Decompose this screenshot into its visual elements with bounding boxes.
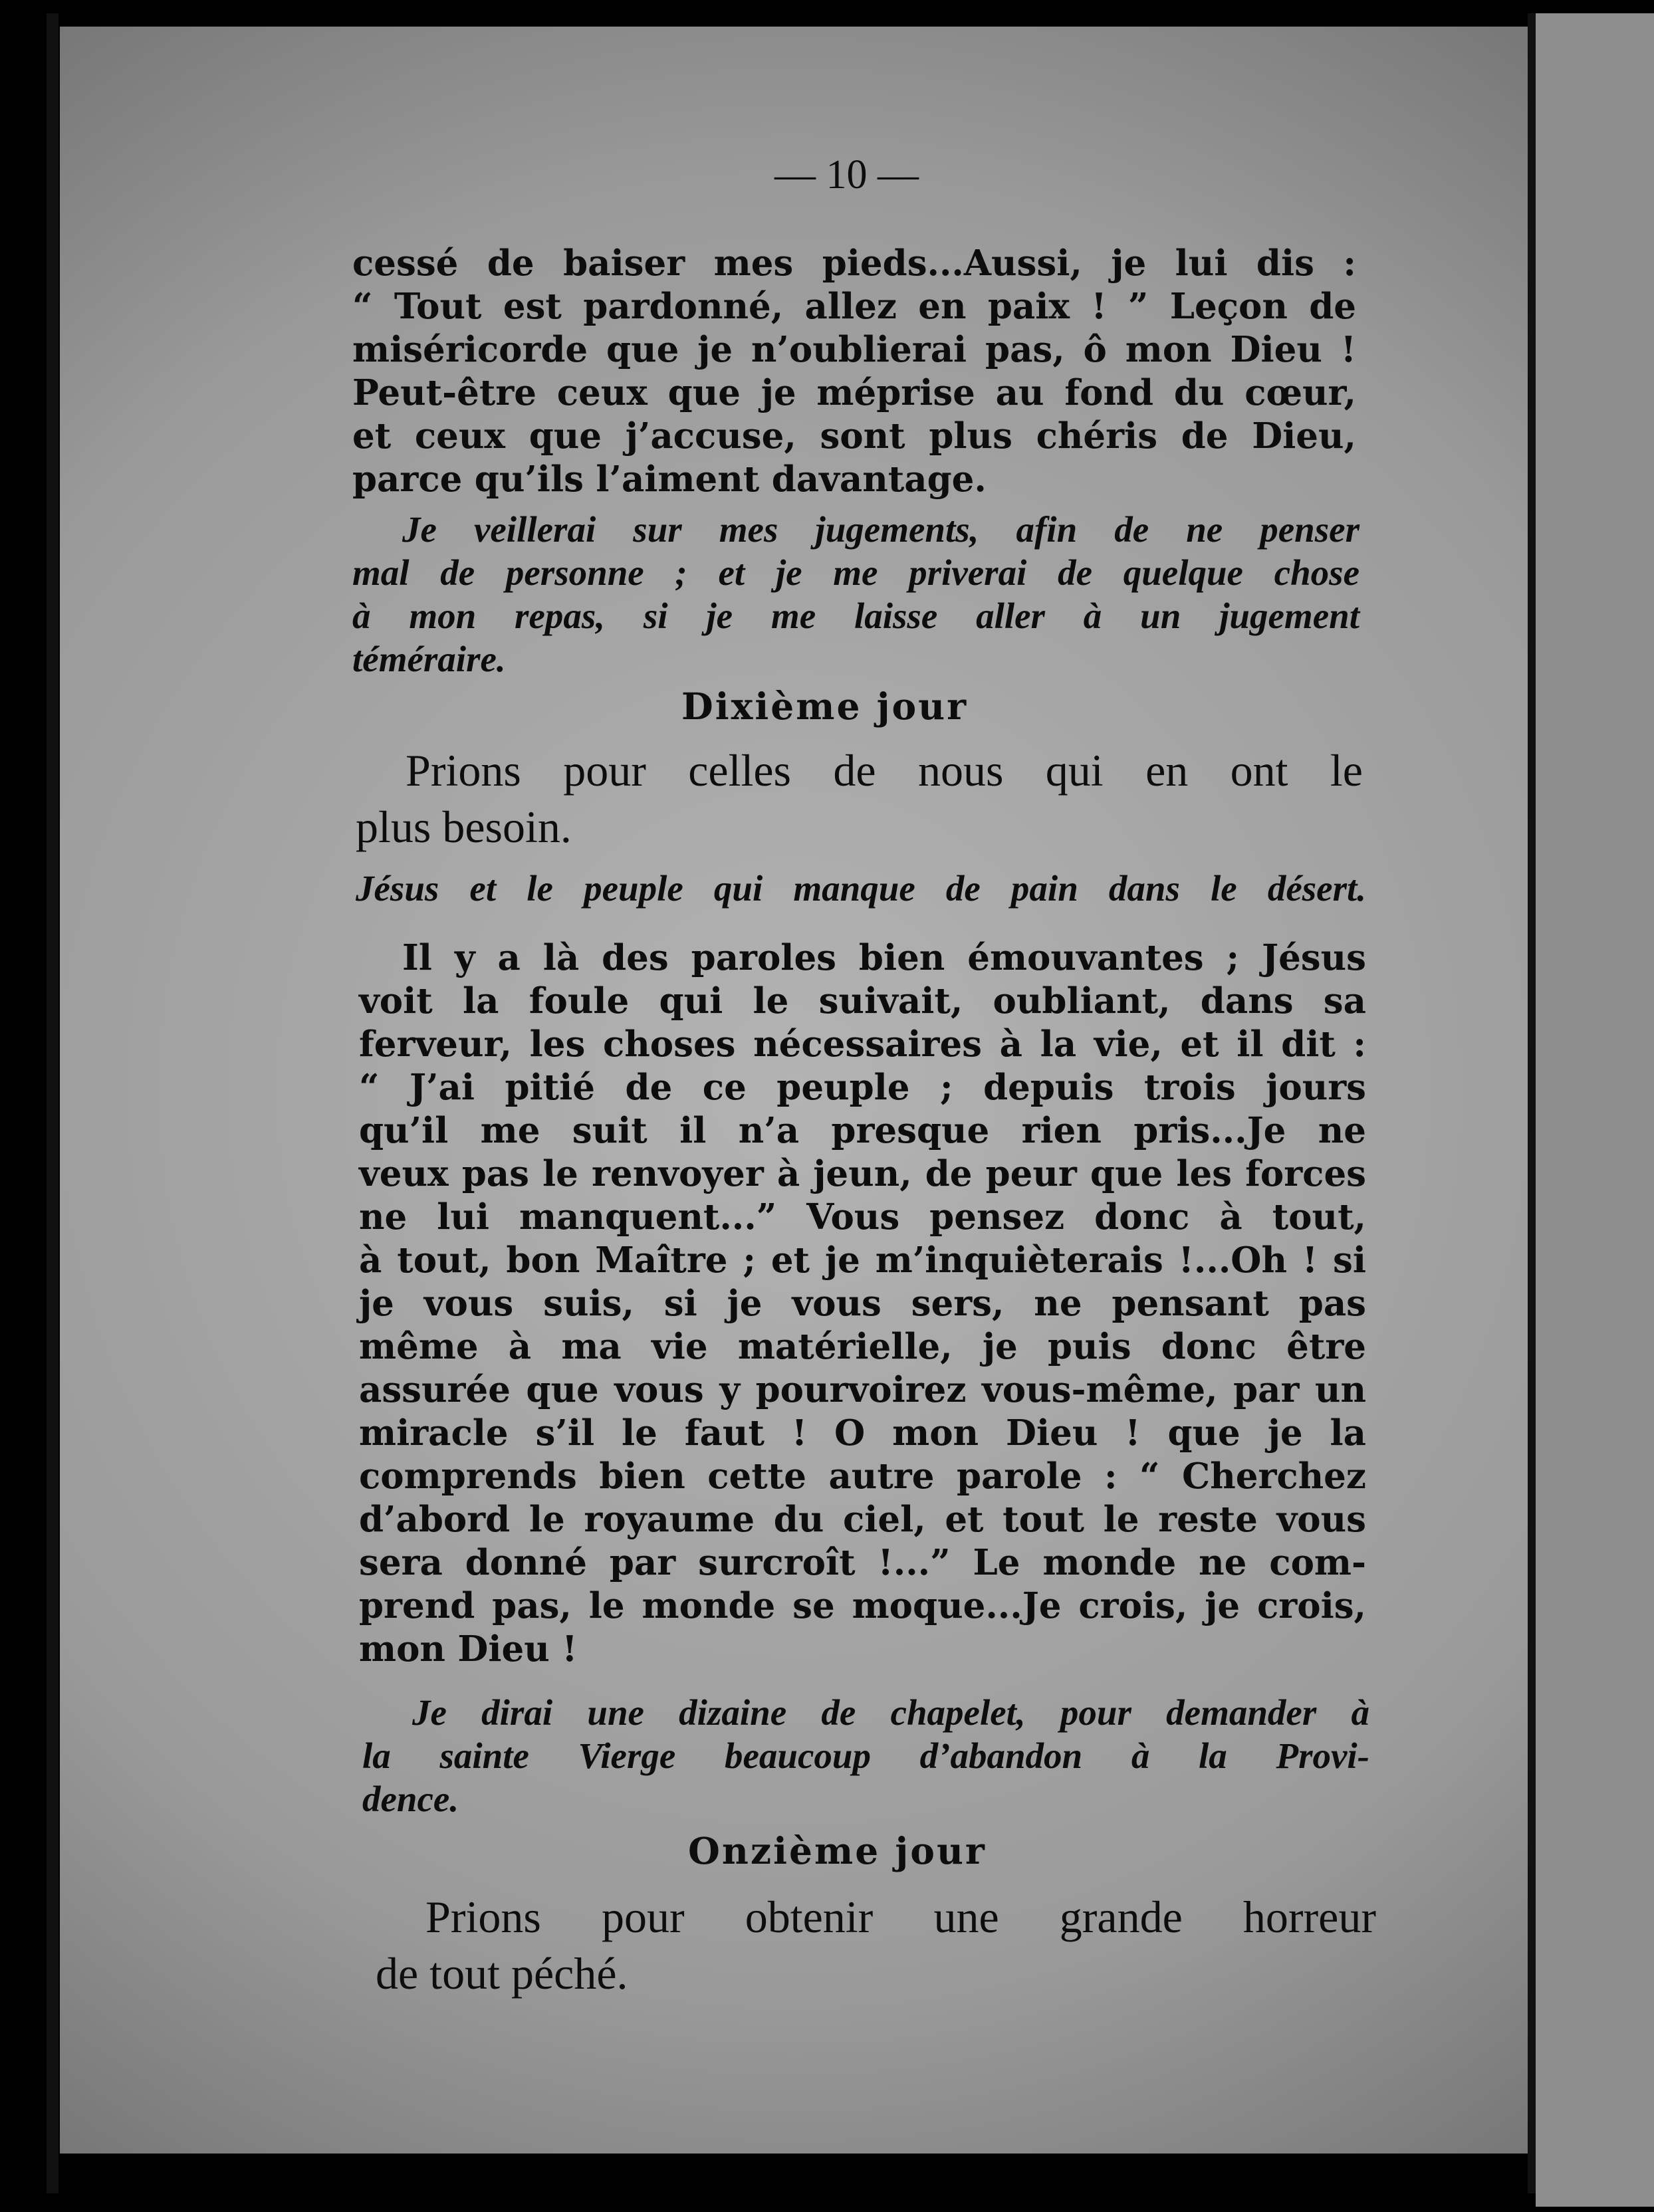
text-line: miséricorde que je n’oublierai pas, ô mon Dieu ! — [352, 329, 1356, 370]
text-line: à tout, bon Maître ; et je m’inquièterais !...Oh ! si — [359, 1240, 1366, 1281]
text-line: téméraire. — [352, 639, 506, 679]
section-heading-day-11: Onzième jour — [688, 1829, 987, 1872]
page-binding-line — [1528, 13, 1536, 2193]
page-number: — 10 — — [774, 152, 919, 197]
text-line: Il y a là des paroles bien émouvantes ; Jésus — [402, 937, 1366, 978]
text-line: ferveur, les choses nécessaires à la vie, et il dit : — [359, 1024, 1366, 1065]
text-line: de tout péché. — [376, 1948, 628, 1999]
text-line: cessé de baiser mes pieds...Aussi, je lui dis : — [352, 243, 1356, 284]
page-left-edge — [47, 13, 59, 2193]
text-line: Je dirai une dizaine de chapelet, pour demander à — [412, 1692, 1369, 1733]
text-line: sera donné par surcroît !...” Le monde ne com- — [359, 1542, 1366, 1583]
text-line: plus besoin. — [356, 802, 572, 852]
text-line: dence. — [362, 1779, 459, 1819]
text-line: parce qu’ils l’aiment davantage. — [352, 459, 987, 500]
text-line: “ Tout est pardonné, allez en paix ! ” Leçon de — [352, 286, 1356, 327]
text-line: mal de personne ; et je me priverai de quelque chose — [352, 552, 1359, 593]
text-line: et ceux que j’accuse, sont plus chéris de Dieu, — [352, 415, 1356, 457]
text-line: la sainte Vierge beaucoup d’abandon à la Provi- — [362, 1735, 1369, 1776]
text-line: comprends bien cette autre parole : “ Cherchez — [359, 1456, 1366, 1497]
subtitle-day-10: Jésus et le peuple qui manque de pain dans le désert. — [356, 868, 1366, 909]
text-line: “ J’ai pitié de ce peuple ; depuis trois jours — [359, 1067, 1366, 1108]
text-line: assurée que vous y pourvoirez vous-même, par un — [359, 1369, 1366, 1410]
text-line: veux pas le renvoyer à jeun, de peur que les forces — [359, 1153, 1366, 1194]
facing-page-edge — [1536, 13, 1654, 2207]
text-line: Peut-être ceux que je méprise au fond du cœur, — [352, 372, 1356, 413]
text-line: miracle s’il le faut ! O mon Dieu ! que je la — [359, 1412, 1366, 1454]
text-line: même à ma vie matérielle, je puis donc être — [359, 1326, 1366, 1367]
text-line: prend pas, le monde se moque...Je crois, je crois, — [359, 1585, 1366, 1626]
text-line: qu’il me suit il n’a presque rien pris...Je ne — [359, 1110, 1366, 1151]
text-line: mon Dieu ! — [359, 1628, 578, 1670]
text-line: d’abord le royaume du ciel, et tout le reste vous — [359, 1499, 1366, 1540]
text-line: Prions pour obtenir une grande horreur — [425, 1892, 1376, 1942]
text-line: Je veillerai sur mes jugements, afin de ne penser — [402, 509, 1359, 550]
text-line: à mon repas, si je me laisse aller à un jugement — [352, 596, 1359, 636]
text-line: ne lui manquent...” Vous pensez donc à tout, — [359, 1196, 1366, 1238]
section-heading-day-10: Dixième jour — [681, 685, 969, 728]
text-line: je vous suis, si je vous sers, ne pensant pas — [359, 1283, 1366, 1324]
text-line: Prions pour celles de nous qui en ont le — [406, 745, 1363, 796]
text-line: voit la foule qui le suivait, oubliant, dans sa — [359, 980, 1366, 1022]
